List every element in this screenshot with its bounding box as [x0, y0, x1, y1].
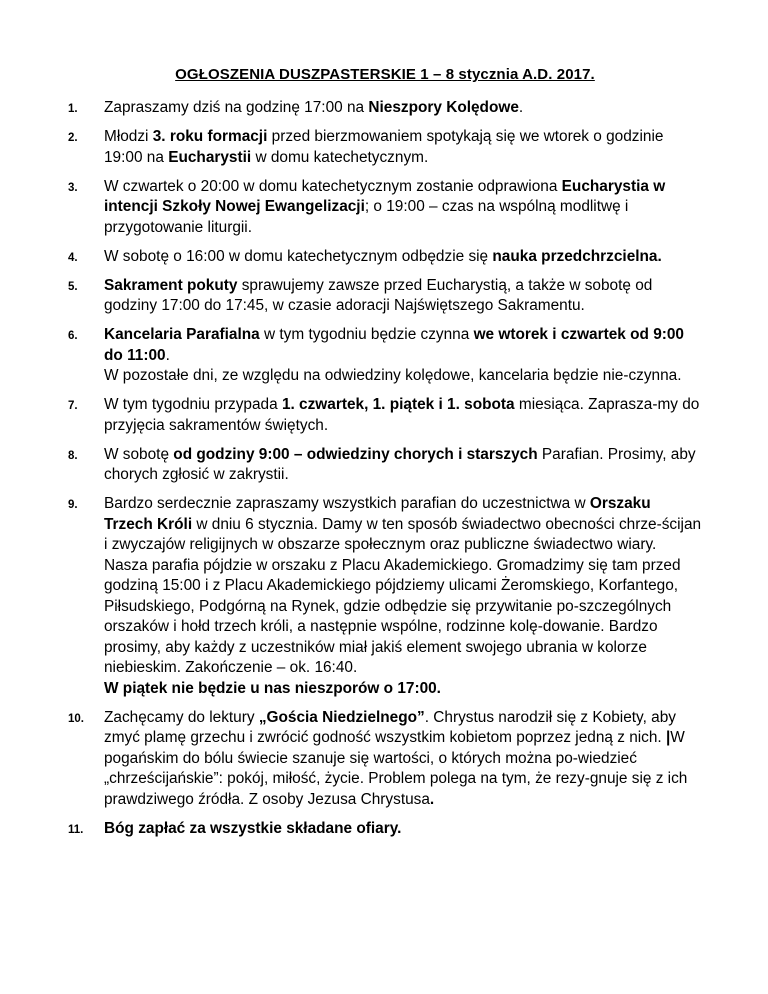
body-text: miesiąca. Zaprasza-my do przyjęcia sakramentów świętych. [104, 396, 700, 434]
item-number: 4. [68, 251, 78, 264]
body-text: W czwartek o 20:00 w domu katechetycznym zostanie odprawiona [104, 177, 562, 195]
bold-text: Eucharystii [168, 148, 252, 166]
bold-text: Nieszpory Kolędowe [368, 99, 519, 116]
announcement-list [68, 98, 702, 839]
item-number: 1. [68, 103, 78, 115]
bold-text: od godziny 9:00 – odwiedziny chorych i starszych [173, 445, 538, 463]
body-text: ; o 19:00 – czas na wspólną modlitwę i przygotowanie liturgii. [104, 198, 629, 236]
bold-text: Orszaku Trzech Króli [104, 495, 651, 533]
bold-text: . [429, 790, 435, 808]
announcement-item [68, 177, 702, 239]
item-number: 3. [68, 181, 78, 194]
announcement-item [68, 708, 702, 811]
body-text: Nasza parafia pójdzie w orszaku z Placu Akademickiego. Gromadzimy się tam przed godziną 15:00 i z Placu Akademickiego pójdziemy ulicami Żeromskiego, Korfantego, Piłsudskiego, Podgórną na Rynek, gdzie odbędzie się przywitanie po-szczególnych orszaków i hołd trzech króli, a następnie wspólne, rodzinne kolę-dowanie. Bardzo prosimy, aby każdy z uczestników miał jakiś element swojego ubrania w kolorze niebieskim. Zakończenie – ok. 16:40. [104, 556, 681, 676]
item-number: 9. [68, 499, 78, 511]
bold-text: 1. czwartek, 1. piątek i 1. sobota [281, 396, 515, 413]
announcement-item [68, 325, 702, 387]
item-number: 7. [68, 400, 78, 412]
bold-text: Sakrament pokuty [104, 276, 238, 294]
body-text: w domu katechetycznym. [251, 148, 429, 166]
body-text: W pozostałe dni, ze względu na odwiedziny kolędowe, kancelaria będzie nie-czynna. [104, 367, 682, 384]
bold-text: | [665, 729, 671, 746]
body-text: Bardzo serdecznie zapraszamy wszystkich parafian do uczestnictwa w [104, 495, 590, 512]
body-text: Młodzi [104, 128, 153, 145]
body-text: W tym tygodniu przypada [104, 396, 282, 413]
bold-text: W piątek nie będzie u nas nieszporów o 17:00. [104, 679, 441, 697]
body-text: sprawujemy zawsze przed Eucharystią, a także w sobotę od godziny 17:00 do 17:45, w czasie adoracji Najświętszego Sakramentu. [104, 276, 653, 314]
bold-text: 3. roku formacji [152, 128, 268, 145]
item-number: 11. [68, 823, 84, 836]
announcement-item [68, 819, 702, 840]
body-text: Parafian. Prosimy, aby chorych zgłosić w zakrystii. [104, 445, 696, 483]
announcement-item [68, 98, 702, 119]
item-number: 2. [68, 132, 78, 144]
bold-text: Eucharystia w intencji Szkoły Nowej Ewangelizacji [104, 177, 666, 215]
body-text: W pogańskim do bólu świecie szanuje się wartości, o których można po-wiedzieć „chrześcijańskie”: pokój, miłość, życie. Problem polega na tym, że rezy-gnuje się z ich prawdziwego źródła. Z osoby Jezusa Chrystusa [104, 729, 688, 808]
body-text: Zachęcamy do lektury [104, 708, 259, 726]
body-text: w tym tygodniu będzie czynna [259, 326, 474, 343]
bold-text: Kancelaria Parafialna [104, 326, 260, 343]
body-text: w dniu 6 stycznia. Damy w ten sposób świadectwo obecności chrze-ścijan i zwyczajów religijnych w obszarze społecznym oraz publiczne świadectwo wiary. [104, 515, 702, 553]
bold-text: we wtorek i czwartek od 9:00 do 11:00 [104, 326, 684, 364]
body-text: . [165, 346, 170, 364]
announcement-item [68, 127, 702, 168]
body-text: . Chrystus narodził się z Kobiety, aby zmyć plamę grzechu i zwrócić godność wszystkim kobietom poprzez jedną z nich. [104, 708, 676, 746]
announcement-item [68, 247, 702, 268]
announcement-item [68, 276, 702, 317]
item-number: 5. [68, 280, 78, 293]
item-number: 10. [68, 712, 84, 725]
bold-text: Bóg zapłać za wszystkie składane ofiary. [104, 819, 402, 837]
body-text: W sobotę o 16:00 w domu katechetycznym odbędzie się [104, 247, 493, 265]
bold-text: nauka przedchrzcielna. [492, 247, 662, 265]
bold-text: „Gościa Niedzielnego” [258, 708, 425, 726]
body-text: . [518, 99, 524, 116]
body-text: przed bierzmowaniem spotykają się we wtorek o godzinie 19:00 na [104, 128, 664, 166]
announcement-item [68, 494, 702, 699]
body-text: Zapraszamy dziś na godzinę 17:00 na [104, 99, 369, 116]
body-text: W sobotę [104, 445, 174, 463]
announcement-item [68, 445, 702, 486]
document-title: OGŁOSZENIA DUSZPASTERSKIE 1 – 8 stycznia A.D. 2017. [175, 66, 595, 83]
item-number: 6. [68, 330, 78, 342]
item-number: 8. [68, 449, 78, 462]
announcement-item [68, 395, 702, 436]
